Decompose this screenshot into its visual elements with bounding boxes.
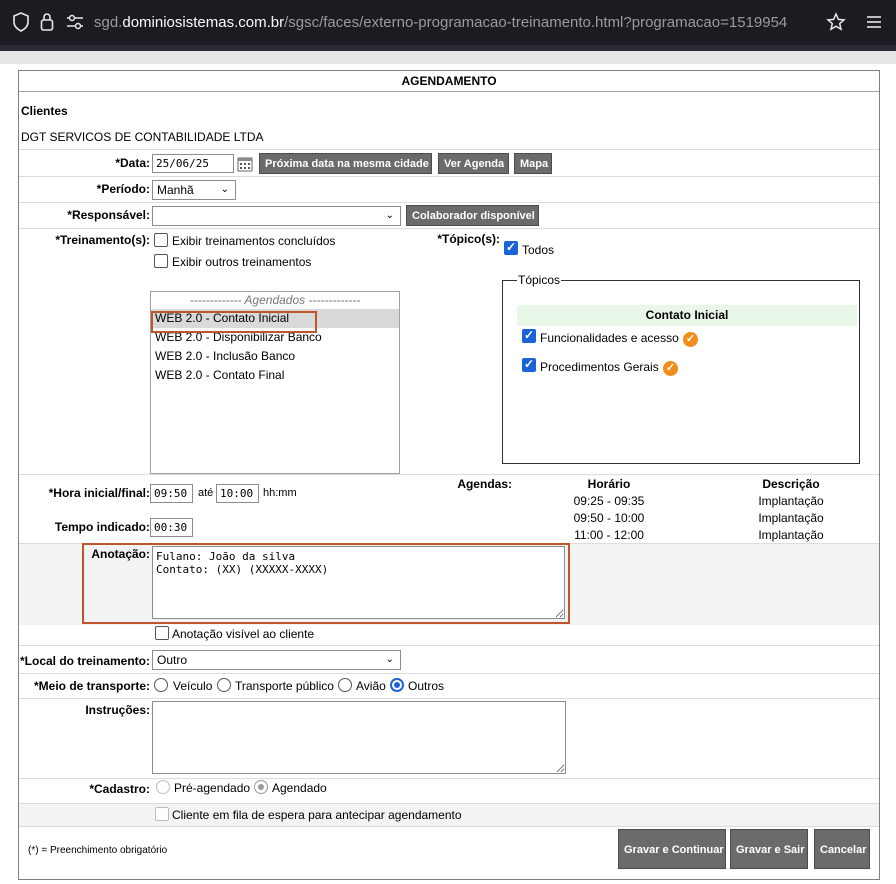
radio-aviao[interactable] [338, 678, 352, 692]
hhmm-label: hh:mm [263, 487, 297, 499]
check-circle-icon: ✓ [683, 332, 698, 347]
url-text[interactable]: sgd.dominiosistemas.com.br/sgsc/faces/externo-programacao-treinamento.html?programacao=1519954 [94, 14, 788, 31]
treinamentos-label: *Treinamento(s): [55, 233, 150, 247]
responsavel-select[interactable] [152, 206, 401, 226]
data-label: *Data: [115, 156, 150, 170]
tempo-input[interactable] [150, 518, 193, 537]
hora-label: *Hora inicial/final: [48, 486, 150, 500]
chevron-down-icon: ⌄ [220, 184, 229, 195]
pre-agendado-label: Pré-agendado [174, 781, 251, 795]
agendado-label: Agendado [272, 781, 327, 795]
radio-outros[interactable] [390, 678, 404, 692]
section-label: Clientes [21, 104, 68, 118]
topicos-legend: Tópicos [518, 273, 561, 287]
fila-espera-checkbox[interactable] [155, 807, 169, 821]
ver-agenda-button[interactable]: Ver Agenda [438, 153, 509, 174]
procedimentos-label: Procedimentos Gerais [540, 360, 659, 374]
radio-pre-agendado[interactable] [156, 780, 170, 794]
cancelar-button[interactable]: Cancelar [814, 829, 870, 869]
list-item[interactable]: WEB 2.0 - Contato Inicial [151, 309, 399, 328]
agendas-label: Agendas: [457, 477, 512, 491]
client-name: DGT SERVICOS DE CONTABILIDADE LTDA [21, 130, 264, 144]
horario-header: Horário [587, 477, 631, 491]
cadastro-label: *Cadastro: [89, 782, 150, 796]
agenda-descricao: Implantação [758, 494, 824, 508]
hora-inicio-input[interactable] [150, 484, 193, 503]
exibir-concluidos-checkbox[interactable] [154, 233, 168, 247]
radio-veiculo[interactable] [154, 678, 168, 692]
topicos-header: Contato Inicial [517, 305, 857, 326]
procedimentos-checkbox[interactable] [522, 358, 536, 372]
agenda-horario: 09:50 - 10:00 [573, 511, 645, 525]
calendar-icon[interactable] [237, 156, 253, 172]
descricao-header: Descrição [762, 477, 820, 491]
instrucoes-label: Instruções: [85, 703, 150, 717]
obrigatorio-note: (*) = Preenchimento obrigatório [28, 845, 168, 856]
veiculo-label: Veículo [173, 679, 213, 693]
selected-item-highlight [151, 311, 317, 333]
topicos-fieldset [502, 273, 860, 464]
funcionalidades-checkbox[interactable] [522, 329, 536, 343]
list-item[interactable]: WEB 2.0 - Disponibilizar Banco [155, 330, 322, 344]
anotacao-visivel-checkbox[interactable] [155, 626, 169, 640]
gravar-continuar-button[interactable]: Gravar e Continuar [618, 829, 726, 869]
agenda-descricao: Implantação [758, 528, 824, 542]
topico-label: *Tópico(s): [437, 232, 500, 246]
page-title: AGENDAMENTO [19, 71, 879, 92]
anotacao-visivel-label: Anotação visível ao cliente [172, 627, 315, 641]
periodo-value: Manhã [157, 183, 194, 197]
agenda-descricao: Implantação [758, 511, 824, 525]
radio-transporte-publico[interactable] [217, 678, 231, 692]
agendamento-panel [18, 70, 880, 880]
transporte-publico-label: Transporte público [235, 679, 334, 693]
radio-agendado[interactable] [254, 780, 268, 794]
star-icon[interactable] [826, 12, 846, 32]
local-label: *Local do treinamento: [19, 654, 150, 668]
exibir-outros-checkbox[interactable] [154, 254, 168, 268]
responsavel-label: *Responsável: [67, 208, 150, 222]
shield-icon[interactable] [12, 12, 30, 32]
todos-label: Todos [522, 243, 555, 257]
hora-fim-input[interactable] [216, 484, 259, 503]
anotacao-highlight [82, 543, 570, 624]
outros-label: Outros [408, 679, 445, 693]
list-item[interactable]: WEB 2.0 - Contato Final [155, 368, 285, 382]
menu-icon[interactable] [866, 14, 882, 30]
agenda-horario: 11:00 - 12:00 [574, 528, 644, 542]
exibir-outros-label: Exibir outros treinamentos [172, 255, 312, 269]
chevron-down-icon: ⌄ [385, 210, 394, 221]
list-group-label: ------------- Agendados ------------- [189, 293, 361, 307]
permissions-icon[interactable] [66, 14, 84, 30]
fila-espera-label: Cliente em fila de espera para antecipar agendamento [172, 808, 462, 822]
ate-label: até [198, 487, 214, 499]
exibir-concluidos-label: Exibir treinamentos concluídos [172, 234, 336, 248]
instrucoes-textarea[interactable] [152, 701, 566, 774]
mapa-button[interactable]: Mapa [514, 153, 552, 174]
toolbar-strip [0, 45, 896, 64]
anotacao-label: Anotação: [91, 547, 150, 561]
data-input[interactable] [152, 154, 234, 173]
gravar-sair-button[interactable]: Gravar e Sair [730, 829, 808, 869]
periodo-select[interactable] [152, 180, 236, 200]
proxima-data-button[interactable]: Próxima data na mesma cidade [259, 153, 432, 174]
local-select[interactable] [152, 650, 401, 670]
list-item[interactable]: WEB 2.0 - Inclusão Banco [155, 349, 296, 363]
local-value: Outro [157, 653, 188, 667]
browser-toolbar [0, 0, 896, 45]
transporte-label: *Meio de transporte: [33, 679, 150, 693]
funcionalidades-label: Funcionalidades e acesso [540, 331, 679, 345]
tempo-label: Tempo indicado: [54, 520, 150, 534]
todos-checkbox[interactable] [504, 241, 518, 255]
lock-icon[interactable] [40, 12, 54, 32]
periodo-label: *Período: [96, 182, 150, 196]
colaborador-disponivel-button[interactable]: Colaborador disponível [406, 205, 539, 226]
check-circle-icon: ✓ [663, 361, 678, 376]
agenda-horario: 09:25 - 09:35 [573, 494, 645, 508]
chevron-down-icon: ⌄ [385, 654, 394, 665]
aviao-label: Avião [356, 679, 386, 693]
